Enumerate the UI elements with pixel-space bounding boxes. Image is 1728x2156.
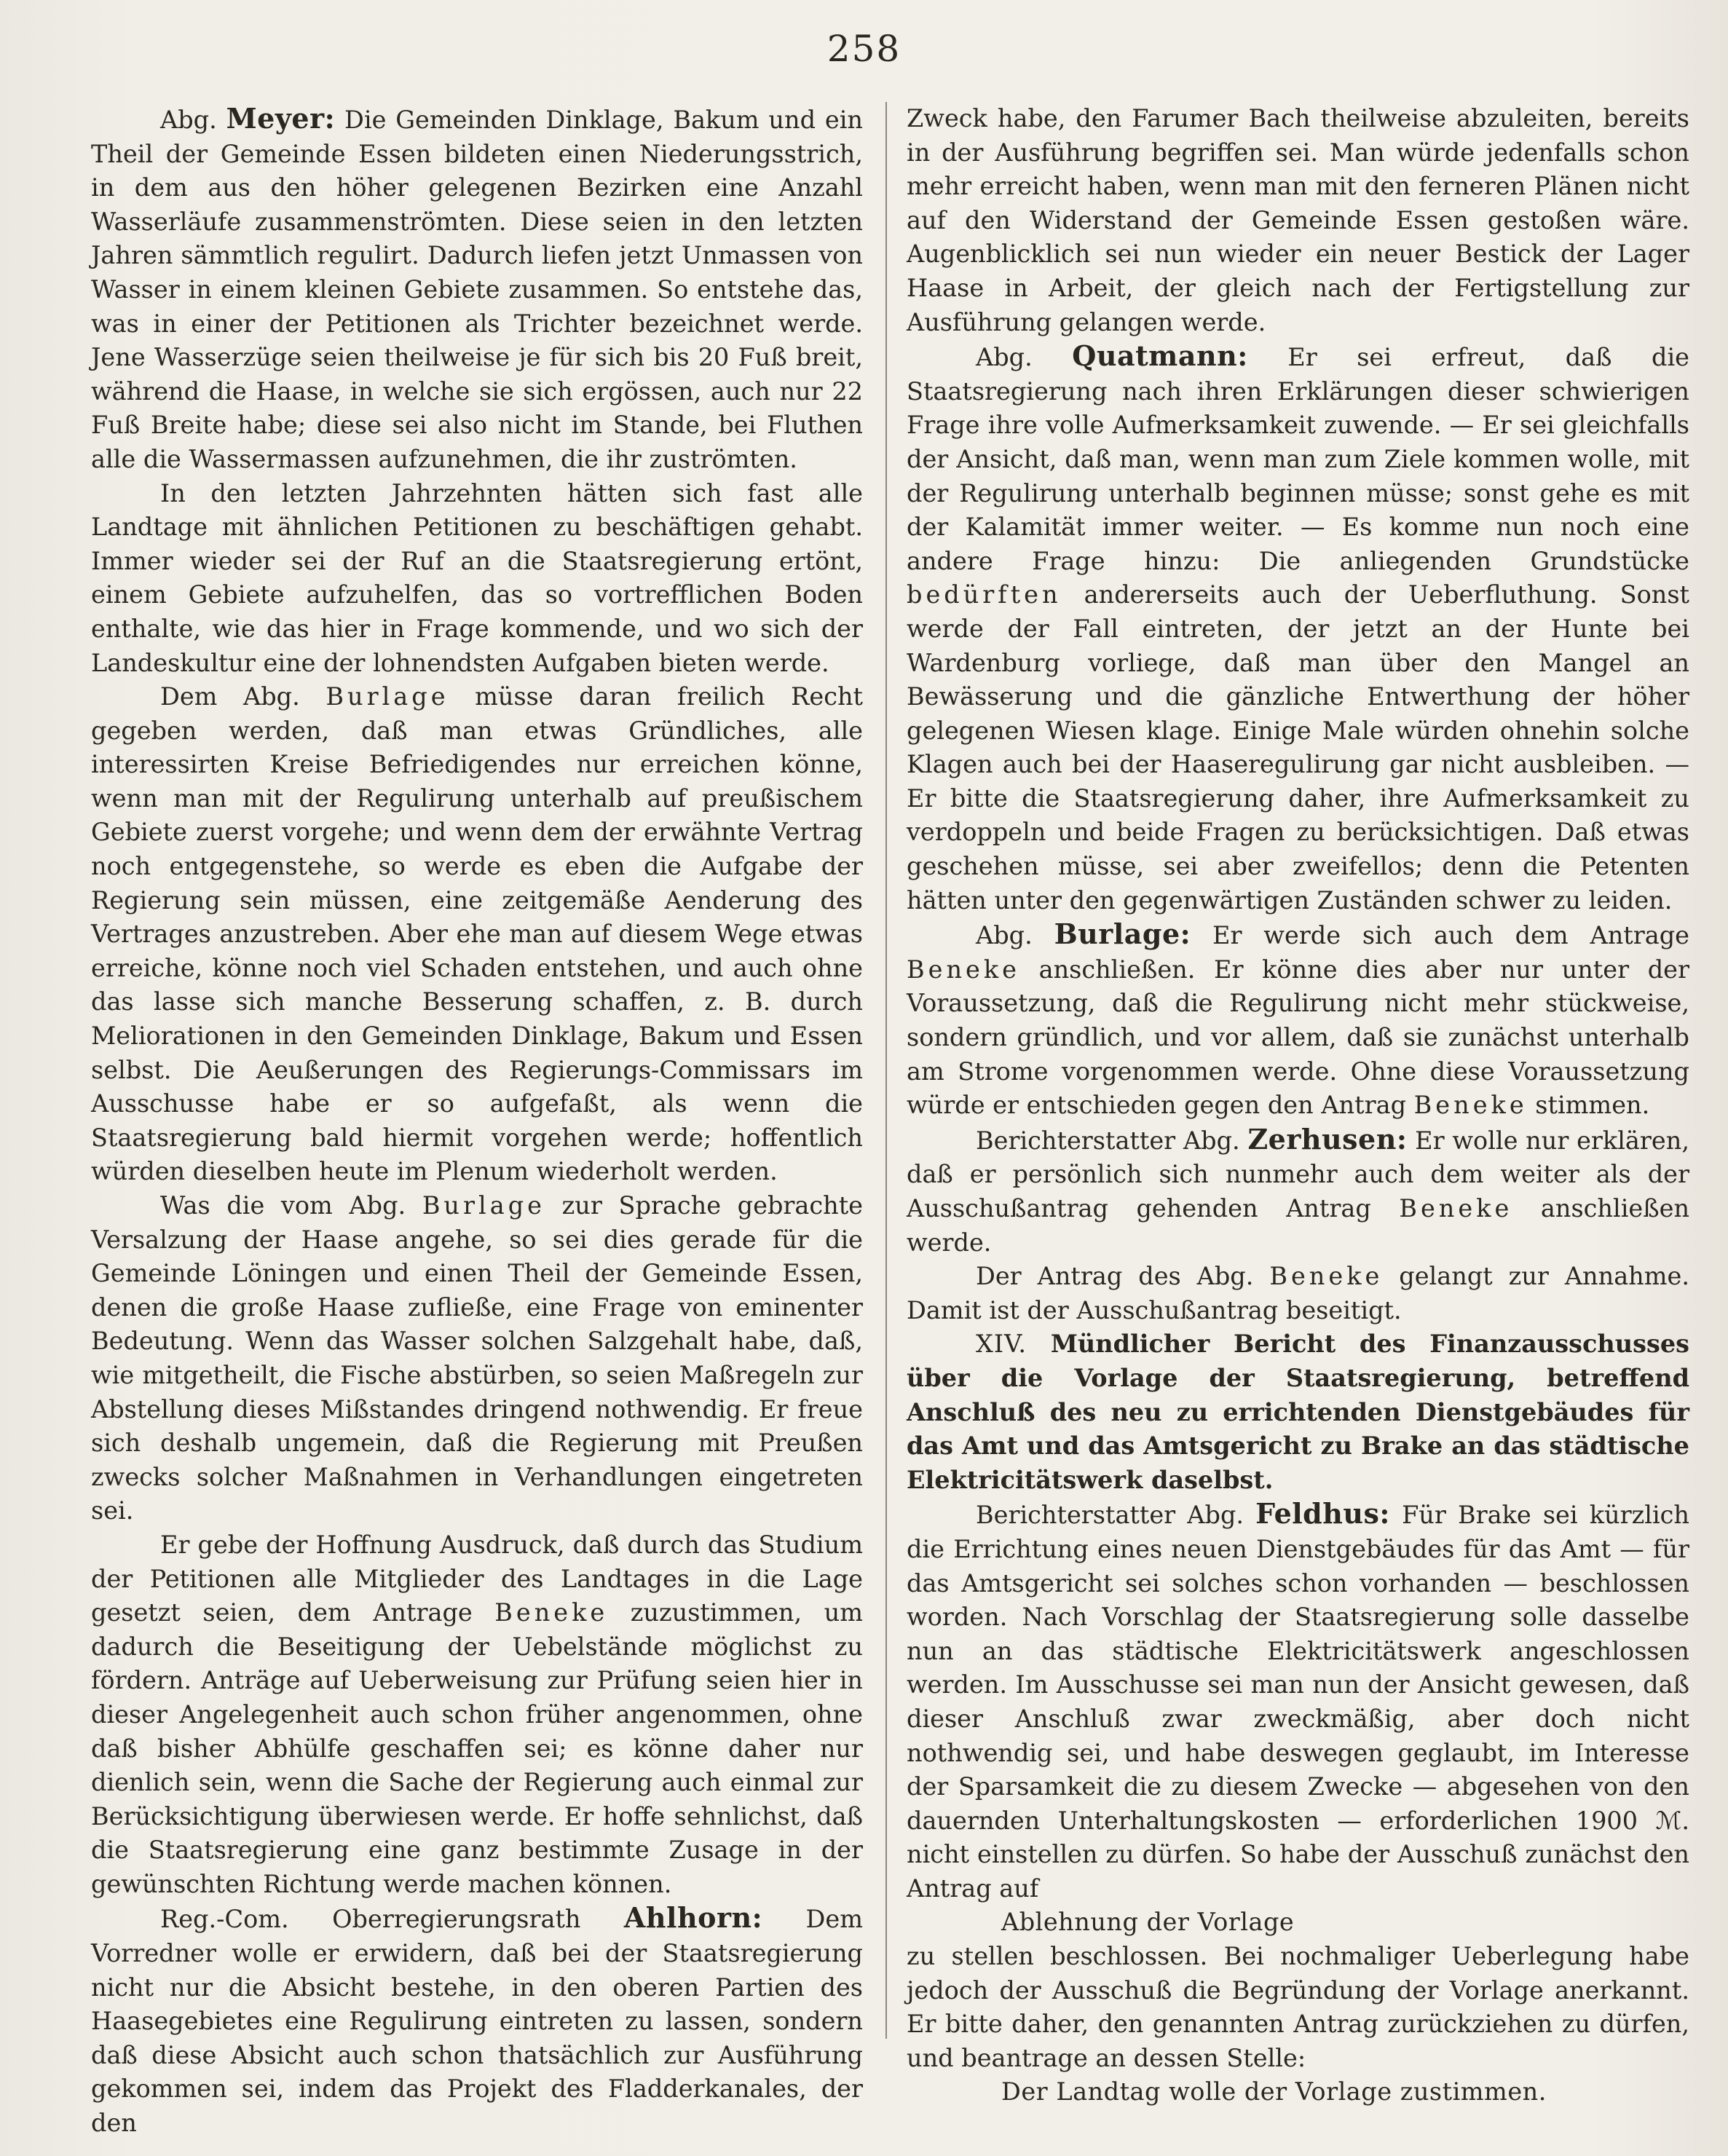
- speech-text: Die Gemeinden Dinklage, Bakum und ein Theil der Gemeinde Essen bildeten einen Niederungsstrich, in dem aus den höher gelegenen Bezirken eine Anzahl Wasserläufe zusammenströmten. Diese seien in den letzten Jahren sämmtlich regulirt. Dadurch liefen jetzt Unmassen von Wasser in einem kleinen Gebiete zusammen. So entstehe das, was in einer der Petitionen als Trichter bezeichnet werde. Jene Wasserzüge seien theilweise je für sich bis 20 Fuß breit, während die Haase, in welche sie sich ergössen, auch nur 22 Fuß Breite habe; diese sei also nicht im Stande, bei Fluthen alle die Wassermassen aufzunehmen, die ihr zuströmten.: [91, 106, 863, 473]
- speaker-name: Feldhus:: [1255, 1497, 1390, 1531]
- spaced-name: Beneke: [1269, 1262, 1384, 1291]
- speaker-name: Meyer:: [226, 102, 336, 135]
- spaced-word: bedürften: [907, 580, 1062, 609]
- paragraph-continuation: Zweck habe, den Farumer Bach theilweise abzuleiten, bereits in der Ausführung begriffen sei. Man würde jedenfalls schon mehr erreicht haben, wenn man mit den ferneren Plänen nicht auf den Widerstand der Gemeinde Essen gestoßen wäre. Augenblicklich sei nun wieder ein neuer Bestick der Lager Haase in Arbeit, der gleich nach der Fertigstellung zur Ausführung gelangen werde.: [907, 104, 1689, 336]
- left-column: [91, 102, 863, 2141]
- paragraph-landtage: In den letzten Jahrzehnten hätten sich fast alle Landtage mit ähnlichen Petitionen zu beschäftigen gehabt. Immer wieder sei der Ruf an die Staatsregierung ertönt, einem Gebiete aufzuhelfen, das so vortrefflichen Boden enthalte, wie das hier in Frage kommende, und wo sich der Landeskultur eine der lohnendsten Aufgaben bieten werde.: [91, 478, 863, 677]
- speech-text: anschließen. Er könne dies aber nur unter der Voraussetzung, daß die Regulirung nicht mehr stückweise, sondern gründlich, und vor allem, daß sie zunächst unterhalb am Strome vorgenommen werde. Ohne diese Voraussetzung würde er entschieden gegen den Antrag: [907, 955, 1690, 1120]
- text-run: Der Antrag des Abg.: [976, 1262, 1254, 1291]
- page-number: 258: [826, 28, 902, 70]
- paragraph-versalzung: [91, 1189, 863, 1528]
- speech-text: stimmen.: [1535, 1091, 1650, 1120]
- text-run: zuzustimmen, um dadurch die Beseitigung der Uebelstände möglichst zu fördern. Anträge auf Ueberweisung zur Prüfung seien hier in dieser Angelegenheit auch schon früher angenommen, ohne daß bisher Abhülfe geschaffen sei; es könne daher nur dienlich sein, wenn die Sache der Regierung auch einmal zur Berücksichtigung überwiesen werde. Er hoffe sehnlichst, daß die Staatsregierung eine ganz bestimmte Zusage in der gewünschten Richtung werde machen können.: [91, 1598, 864, 1898]
- speaker-name: Quatmann:: [1072, 339, 1248, 373]
- paragraph-annahme: [907, 1260, 1689, 1327]
- spaced-name: Beneke: [907, 955, 1020, 984]
- text-run: gelangt zur Annahme. Damit ist der Ausschußantrag beseitigt.: [907, 1262, 1689, 1324]
- paragraph-ueberlegung: zu stellen beschlossen. Bei nochmaliger Ueberlegung habe jedoch der Ausschuß die Begründung der Vorlage anerkannt. Er bitte daher, den genannten Antrag zurückziehen zu dürfen, und beantrage an dessen Stelle:: [907, 1942, 1689, 2072]
- spaced-name: Burlage: [326, 682, 449, 711]
- speech-text: Er werde sich auch dem Antrage: [1212, 921, 1689, 950]
- speaker-title: Abg.: [160, 106, 217, 134]
- paragraph-quatmann: [907, 339, 1689, 917]
- speech-text: Dem Vorredner wolle er erwidern, daß bei der Staatsregierung nicht nur die Absicht bestehe, in den oberen Partien des Haasegebietes eine Regulirung eintreten zu lassen, sondern daß diese Absicht auch schon thatsächlich zur Ausführung gekommen sei, indem das Projekt des Fladderkanales, der den: [91, 1905, 863, 2138]
- spaced-name: Beneke: [1399, 1194, 1513, 1223]
- speech-text: andererseits auch der Ueberfluthung. Sonst werde der Fall eintreten, der jetzt an der Hunte bei Wardenburg vorliege, daß man über den Mangel an Bewässerung und die gänzliche Entwerthung der höher gelegenen Wiesen klage. Einige Male würden ohnehin solche Klagen auch bei der Haaseregulirung gar nicht ausbleiben. — Er bitte die Staatsregierung daher, ihre Aufmerksamkeit zu verdoppeln und beide Fragen zu berücksichtigen. Daß etwas geschehen müsse, sei aber zweifellos; denn die Petenten hätten unter den gegenwärtigen Zuständen schwer zu leiden.: [907, 580, 1689, 915]
- section-heading: [907, 1327, 1689, 1497]
- speaker-name: Ahlhorn:: [623, 1901, 763, 1935]
- spaced-name: Burlage: [422, 1191, 545, 1220]
- speech-text: anschließen werde.: [907, 1194, 1690, 1257]
- speech-text: Für Brake sei kürzlich die Errichtung eines neuen Dienstgebäudes für das Amt — für das Amtsgericht sei solches schon vorhanden — beschlossen worden. Nach Vorschlag der Staatsregierung solle dasselbe nun an das städtische Elektricitätswerk angeschlossen werden. Im Ausschusse sei man nun der Ansicht gewesen, daß dieser Anschluß zwar zweckmäßig, aber doch nicht nothwendig sei, und habe deswegen geglaubt, im Interesse der Sparsamkeit die zu diesem Zwecke — abgesehen von den dauernden Unterhaltungskosten — erforderlichen 1900 ℳ. nicht einstellen zu dürfen. So habe der Ausschuß zunächst den Antrag auf: [907, 1501, 1689, 1903]
- paragraph-burlage-reply: [91, 680, 863, 1189]
- final-motion-text: Der Landtag wolle der Vorlage zustimmen.: [1001, 2077, 1547, 2106]
- text-run: Was die vom Abg.: [160, 1191, 406, 1220]
- speaker-title: Berichterstatter Abg.: [976, 1126, 1240, 1155]
- speech-text: Er sei erfreut, daß die Staatsregierung nach ihren Erklärungen dieser schwierigen Frage ihre volle Aufmerksamkeit zuwende. — Er sei gleichfalls der Ansicht, daß man, wenn man zum Ziele kommen wolle, mit der Regulirung unterhalb beginnen müsse; sonst gehe es mit der Kalamität immer weiter. — Es komme nun noch eine andere Frage hinzu: Die anliegenden Grundstücke: [907, 343, 1689, 575]
- paragraph-zerhusen: [907, 1123, 1689, 1260]
- speaker-title: Abg.: [976, 921, 1033, 950]
- right-column: [907, 102, 1689, 2109]
- speaker-title: Reg.-Com. Oberregierungsrath: [160, 1905, 581, 1934]
- paragraph-burlage: [907, 917, 1689, 1123]
- text-run: Er gebe der Hoffnung Ausdruck, daß durch das Studium der Petitionen alle Mitglieder des Landtages in die Lage gesetzt seien, dem Antrage: [91, 1530, 863, 1627]
- paragraph-hoffnung: [91, 1528, 863, 1902]
- paragraph-meyer: [91, 102, 863, 477]
- text-run: zur Sprache gebrachte Versalzung der Haase angehe, so sei dies gerade für die Gemeinde Löningen und einen Theil der Gemeinde Essen, denen die große Haase zufließe, eine Frage von eminenter Bedeutung. Wenn das Wasser solchen Salzgehalt habe, daß, wie mitgetheilt, die Fische abstürben, so seien Maßregeln zur Abstellung dieses Mißstandes dringend nothwendig. Er freue sich deshalb ungemein, daß die Regierung mit Preußen zwecks solcher Maßnahmen in Verhandlungen eingetreten sei.: [91, 1191, 863, 1525]
- paragraph-ahlhorn: [91, 1901, 863, 2140]
- text-run: Dem Abg.: [160, 682, 300, 711]
- text-run: müsse daran freilich Recht gegeben werden, daß man etwas Gründliches, alle interessirten Kreise Befriedigendes nur erreichen könne, wenn man mit der Regulirung unterhalb auf preußischem Gebiete zuerst vorgehe; und wenn dem der erwähnte Vertrag noch entgegenstehe, so werde es eben die Aufgabe der Regierung sein müssen, eine zeitgemäße Aenderung des Vertrages anzustreben. Aber ehe man auf diesem Wege etwas erreiche, könne noch viel Schaden entstehen, und auch ohne das lasse sich manche Besserung schaffen, z. B. durch Meliorationen in den Gemeinden Dinklage, Bakum und Essen selbst. Die Aeußerungen des Regierungs-Commissars im Ausschusse habe er so aufgefaßt, als wenn die Staatsregierung bald hiermit vorgehen werde; hoffentlich würden dieselben heute im Plenum wiederholt werden.: [91, 682, 863, 1186]
- column-divider: [885, 102, 887, 2039]
- section-number: XIV.: [976, 1330, 1027, 1359]
- motion-text: Ablehnung der Vorlage: [1001, 1908, 1295, 1937]
- spaced-name: Beneke: [494, 1598, 609, 1627]
- speaker-name: Burlage:: [1054, 917, 1191, 951]
- speaker-title: Abg.: [976, 343, 1033, 372]
- speech-text: Er wolle nur erklären, daß er persönlich sich nunmehr auch dem weiter als der Ausschußantrag gehenden Antrag: [907, 1126, 1689, 1223]
- speaker-name: Zerhusen:: [1247, 1122, 1408, 1156]
- paragraph-feldhus: [907, 1497, 1689, 1906]
- speaker-title: Berichterstatter Abg.: [976, 1501, 1244, 1530]
- spaced-name: Beneke: [1413, 1091, 1528, 1120]
- section-title: Mündlicher Bericht des Finanzausschusses über die Vorlage der Staatsregierung, betreffend Anschluß des neu zu errichtenden Dienstgebäudes für das Amt und das Amtsgericht zu Brake an das städtische Elektricitätswerk daselbst.: [907, 1330, 1689, 1494]
